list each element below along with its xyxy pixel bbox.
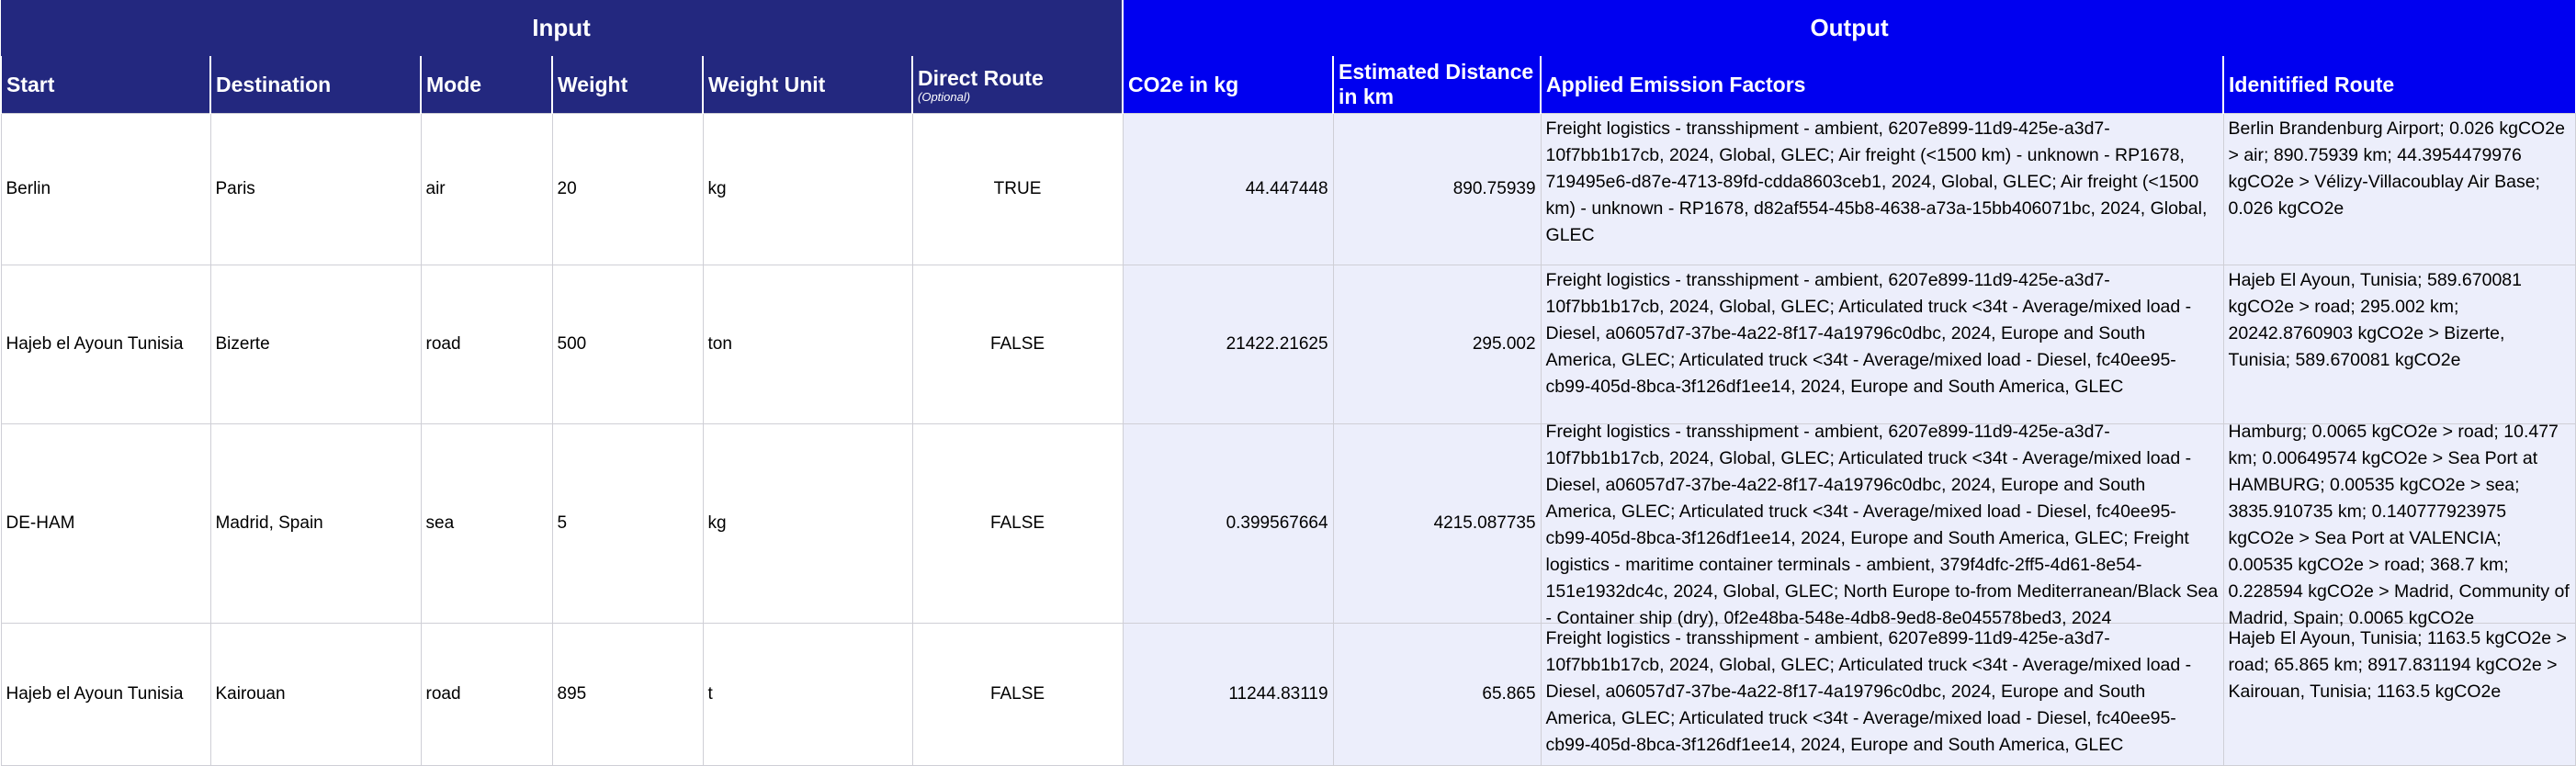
cell-factors-text: Freight logistics - transshipment - ambient, 6207e899-11d9-425e-a3d7-10f7bb1b17cb, 2024, Global, GLEC; Articulated truck <34t - Average/mixed load - Diesel, a06057d7-37be-4a22-8f17-4a19796c0dbc, 2024, Europe and South America, GLEC; Articulated truck <34t - Average/mixed load - Diesel, fc40ee95-cb99-405d-8bca-3f126df1ee14, 2024, Europe and South America, GLEC: [1545, 270, 2192, 397]
cell-route-text: Hajeb El Ayoun, Tunisia; 589.670081 kgCO2e > road; 295.002 km; 20242.8760903 kgCO2e > Bizerte, Tunisia; 589.670081 kgCO2e: [2228, 270, 2522, 370]
optional-note: (Optional): [918, 89, 971, 104]
cell-mode[interactable]: air: [421, 114, 552, 265]
cell-route[interactable]: [2223, 624, 2575, 766]
cell-distance[interactable]: 4215.087735: [1333, 424, 1541, 624]
cell-weight-unit[interactable]: kg: [703, 114, 912, 265]
cell-mode[interactable]: road: [421, 624, 552, 766]
cell-weight-unit[interactable]: ton: [703, 265, 912, 424]
cell-start[interactable]: DE-HAM: [1, 424, 210, 624]
cell-route-text: Hamburg; 0.0065 kgCO2e > road; 10.477 km; 0.00649574 kgCO2e > Sea Port at HAMBURG; 0.00535 kgCO2e > sea; 3835.910735 km; 0.140777923975 kgCO2e > Sea Port at VALENCIA; 0.00535 kgCO2e > road; 368.7 km; 0.228594 kgCO2e > Madrid, Community of Madrid, Spain; 0.0065 kgCO2e: [2228, 422, 2570, 628]
cell-factors-text: Freight logistics - transshipment - ambient, 6207e899-11d9-425e-a3d7-10f7bb1b17cb, 2024, Global, GLEC; Articulated truck <34t - Average/mixed load - Diesel, a06057d7-37be-4a22-8f17-4a19796c0dbc, 2024, Europe and South America, GLEC; Articulated truck <34t - Average/mixed load - Diesel, fc40ee95-cb99-405d-8bca-3f126df1ee14, 2024, Europe and South America, GLEC: [1545, 628, 2192, 755]
table-row: [1, 265, 2575, 424]
cell-weight[interactable]: 5: [552, 424, 703, 624]
cell-factors[interactable]: [1541, 114, 2223, 265]
cell-factors-text: Freight logistics - transshipment - ambient, 6207e899-11d9-425e-a3d7-10f7bb1b17cb, 2024, Global, GLEC; Air freight (<1500 km) - unknown - RP1678, 719495e6-d87e-4713-89fd-cdda8603ceb1, 2024, Global, GLEC; Air freight (<1500 km) - unknown - RP1678, d82af554-45b8-4638-a73a-15bb406071bc, 2024, Global, GLEC: [1545, 118, 2208, 245]
group-header-row: [1, 0, 2575, 56]
col-header-mode[interactable]: Mode: [421, 56, 552, 114]
cell-weight-unit[interactable]: kg: [703, 424, 912, 624]
table-row: [1, 424, 2575, 624]
cell-start[interactable]: Hajeb el Ayoun Tunisia: [1, 624, 210, 766]
cell-route[interactable]: [2223, 114, 2575, 265]
output-group-header: Output: [1123, 0, 2575, 56]
cell-weight[interactable]: 500: [552, 265, 703, 424]
cell-route-text: Berlin Brandenburg Airport; 0.026 kgCO2e > air; 890.75939 km; 44.3954479976 kgCO2e > Vélizy-Villacoublay Air Base; 0.026 kgCO2e: [2228, 118, 2565, 219]
cell-co2e[interactable]: 0.399567664: [1123, 424, 1333, 624]
col-header-route[interactable]: Idenitified Route: [2223, 56, 2575, 114]
cell-route-text: Hajeb El Ayoun, Tunisia; 1163.5 kgCO2e > road; 65.865 km; 8917.831194 kgCO2e > Kairouan, Tunisia; 1163.5 kgCO2e: [2228, 628, 2567, 702]
col-header-co2e[interactable]: CO2e in kg: [1123, 56, 1333, 114]
cell-co2e[interactable]: 11244.83119: [1123, 624, 1333, 766]
cell-factors[interactable]: [1541, 624, 2223, 766]
cell-destination[interactable]: Madrid, Spain: [210, 424, 421, 624]
input-group-header: Input: [1, 0, 1123, 56]
col-header-destination[interactable]: Destination: [210, 56, 421, 114]
cell-weight[interactable]: 20: [552, 114, 703, 265]
cell-start[interactable]: Hajeb el Ayoun Tunisia: [1, 265, 210, 424]
cell-distance[interactable]: 890.75939: [1333, 114, 1541, 265]
cell-factors[interactable]: [1541, 265, 2223, 424]
cell-start[interactable]: Berlin: [1, 114, 210, 265]
cell-weight-unit[interactable]: t: [703, 624, 912, 766]
col-header-weight-unit[interactable]: Weight Unit: [703, 56, 912, 114]
cell-direct-route[interactable]: TRUE: [912, 114, 1123, 265]
cell-destination[interactable]: Bizerte: [210, 265, 421, 424]
cell-weight[interactable]: 895: [552, 624, 703, 766]
cell-direct-route[interactable]: FALSE: [912, 424, 1123, 624]
col-header-distance[interactable]: Estimated Distance in km: [1333, 56, 1541, 114]
cell-route[interactable]: [2223, 265, 2575, 424]
cell-co2e[interactable]: 44.447448: [1123, 114, 1333, 265]
cell-mode[interactable]: road: [421, 265, 552, 424]
cell-direct-route[interactable]: FALSE: [912, 265, 1123, 424]
col-header-factors[interactable]: Applied Emission Factors: [1541, 56, 2223, 114]
column-header-row: [1, 56, 2575, 114]
cell-route[interactable]: [2223, 422, 2575, 628]
cell-destination[interactable]: Kairouan: [210, 624, 421, 766]
cell-distance[interactable]: 295.002: [1333, 265, 1541, 424]
cell-destination[interactable]: Paris: [210, 114, 421, 265]
direct-route-label: Direct Route: [918, 65, 1044, 90]
cell-co2e[interactable]: 21422.21625: [1123, 265, 1333, 424]
col-header-start[interactable]: Start: [1, 56, 210, 114]
col-header-direct-route[interactable]: [912, 56, 1123, 114]
cell-factors[interactable]: [1541, 422, 2223, 628]
cell-direct-route[interactable]: FALSE: [912, 624, 1123, 766]
cell-mode[interactable]: sea: [421, 424, 552, 624]
cell-factors-text: Freight logistics - transshipment - ambient, 6207e899-11d9-425e-a3d7-10f7bb1b17cb, 2024, Global, GLEC; Articulated truck <34t - Average/mixed load - Diesel, a06057d7-37be-4a22-8f17-4a19796c0dbc, 2024, Europe and South America, GLEC; Articulated truck <34t - Average/mixed load - Diesel, fc40ee95-cb99-405d-8bca-3f126df1ee14, 2024, Europe and South America, GLEC; Freight logistics - maritime container terminals - ambient, 379f4dfc-2ff5-4d61-8e54-151e1932dc4c, 2024, Global, GLEC; North Europe to-from Mediterranean/Black Sea - Container ship (dry), 0f2e48ba-548e-4db8-9ed8-8e045578bed3, 2024: [1545, 422, 2219, 628]
table-row: [1, 624, 2575, 766]
cell-distance[interactable]: 65.865: [1333, 624, 1541, 766]
table-row: [1, 114, 2575, 265]
col-header-weight[interactable]: Weight: [552, 56, 703, 114]
